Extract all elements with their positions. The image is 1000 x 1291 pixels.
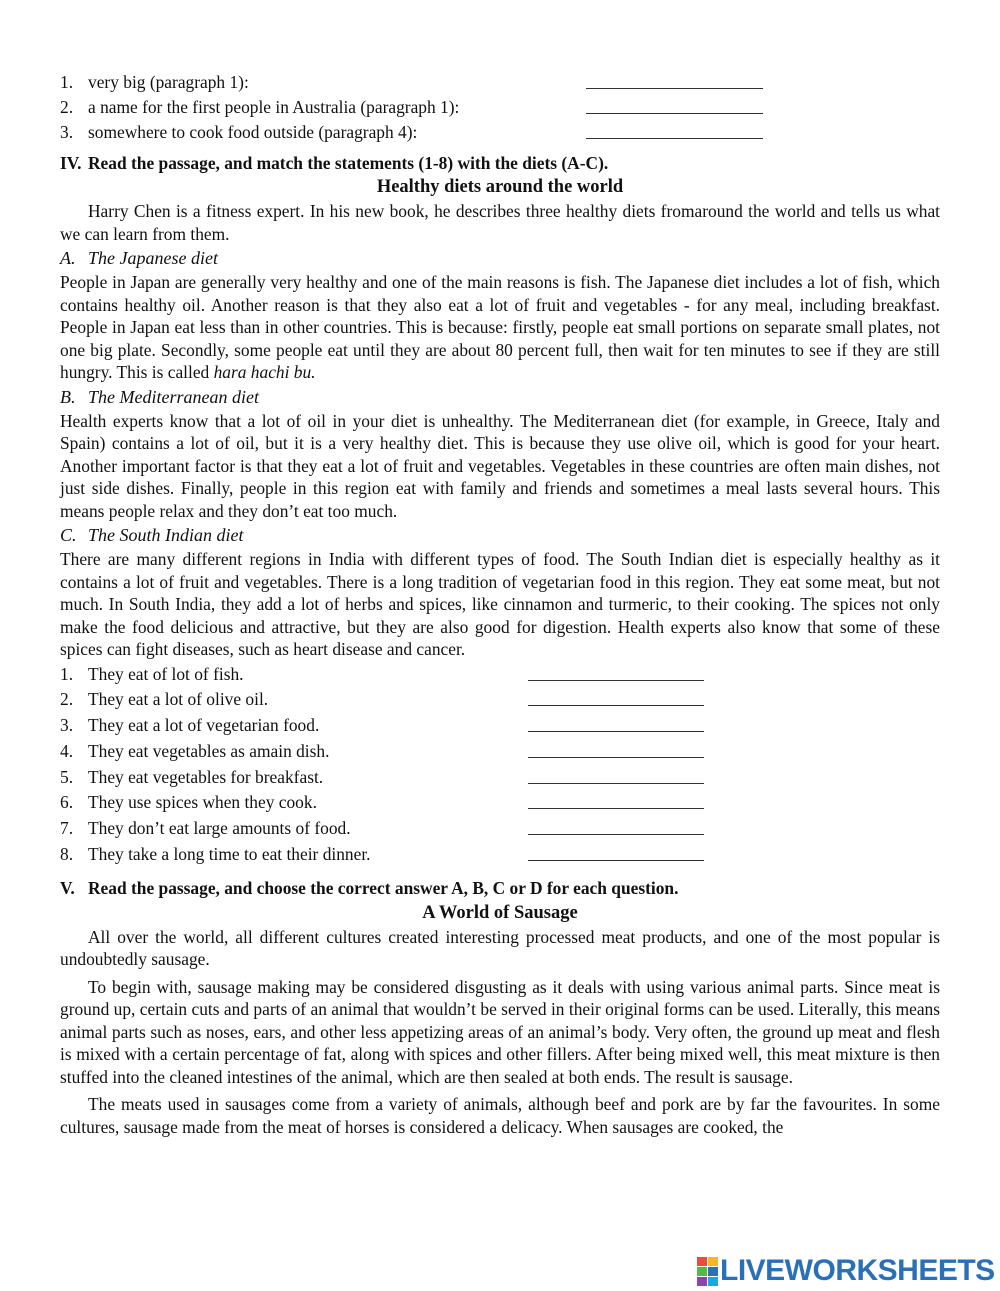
statement-text: They take a long time to eat their dinner.: [88, 844, 371, 865]
vocab-item: [60, 120, 940, 145]
section-v-heading: [60, 876, 940, 900]
vocab-number: 1.: [60, 72, 74, 92]
statement-text: They use spices when they cook.: [88, 792, 317, 813]
logo-text: LIVEWORKSHEETS: [720, 1254, 995, 1287]
statement-item: [60, 790, 940, 816]
answer-blank[interactable]: [586, 95, 763, 114]
vocab-text: very big (paragraph 1):: [88, 72, 249, 92]
vocab-item: [60, 95, 940, 120]
section-number: V.: [60, 877, 75, 898]
diet-paragraph-c: There are many different regions in India with different types of food. The South Indian diet is especially healthy as it contains a lot of fruit and vegetables. There is a long tradition of vegetarian food in this region. They eat some meat, but not much. In South India, they add a lot of herbs and spices, like cinnamon and turmeric, to their cooking. The spices not only make the food delicious and attractive, but they are also good for digestion. Health experts also know that some of these spices can fight diseases, such as heart disease and cancer.: [60, 549, 940, 659]
vocab-text: somewhere to cook food outside (paragraph 4):: [88, 122, 418, 142]
statement-list: [60, 662, 940, 868]
statement-text: They eat vegetables as amain dish.: [88, 740, 330, 761]
diet-italic-term: hara hachi bu.: [213, 362, 316, 382]
answer-blank[interactable]: [528, 842, 704, 861]
passage-paragraph: The meats used in sausages come from a variety of animals, although beef and pork are by far the favourites. In some cultures, sausage made from the meat of horses is considered a delicacy. When sausages are cooked, the: [60, 1094, 940, 1137]
statement-text: They don’t eat large amounts of food.: [88, 818, 351, 839]
section-iv-heading: [60, 151, 940, 175]
diet-text: People in Japan are generally very healthy and one of the main reasons is fish. The Japanese diet includes a lot of fish, which contains healthy oil. Another reason is that they also eat a lot of fruit and vegetables - for any meal, including breakfast. People in Japan eat less than in other countries. This is because: firstly, people eat small portions on separate small plates, not one big plate. Secondly, some people eat until they are about 80 percent full, then wait for ten minutes to see if they are still hungry. This is called: [60, 272, 940, 382]
statement-number: 1.: [60, 663, 74, 684]
vocab-number: 3.: [60, 122, 74, 142]
statement-item: [60, 739, 940, 765]
passage-title: Healthy diets around the world: [376, 177, 624, 197]
vocab-item: [60, 70, 940, 95]
statement-item: [60, 662, 940, 688]
diet-paragraph-a: [60, 271, 940, 384]
diet-letter: B.: [60, 386, 76, 407]
statement-text: They eat of lot of fish.: [88, 663, 244, 684]
statement-text: They eat a lot of vegetarian food.: [88, 715, 320, 736]
answer-blank[interactable]: [528, 662, 704, 681]
statement-number: 6.: [60, 792, 74, 813]
section-instruction: Read the passage, and match the statements (1-8) with the diets (A-C).: [88, 153, 609, 173]
statement-item: [60, 765, 940, 791]
statement-item: [60, 816, 940, 842]
answer-blank[interactable]: [586, 120, 763, 139]
vocab-text: a name for the first people in Australia (paragraph 1):: [88, 97, 460, 117]
statement-item: [60, 842, 940, 868]
diet-letter: C.: [60, 525, 77, 545]
diet-name: The Japanese diet: [88, 248, 218, 268]
vocab-list: [60, 70, 940, 145]
passage-paragraph: All over the world, all different cultures created interesting processed meat products, and one of the most popular is undoubtedly sausage.: [60, 926, 940, 970]
liveworksheets-logo: [697, 1256, 997, 1286]
diet-heading-c: [60, 522, 940, 548]
answer-blank[interactable]: [528, 687, 704, 706]
vocab-number: 2.: [60, 97, 74, 117]
logo-blocks-icon: [697, 1257, 718, 1286]
statement-number: 5.: [60, 766, 74, 787]
diet-letter: A.: [60, 248, 76, 268]
passage-intro: Harry Chen is a fitness expert. In his new book, he describes three healthy diets fromaround the world and tells us what we can learn from them.: [60, 201, 940, 244]
passage-title: A World of Sausage: [422, 902, 578, 923]
diet-paragraph-b: Health experts know that a lot of oil in your diet is unhealthy. The Mediterranean diet (for example, in Greece, Italy and Spain) contains a lot of oil, but it is a very healthy diet. This is because they use olive oil, which is good for your heart. Another important factor is that they eat a lot of fruit and vegetables. Vegetables in these countries are often main dishes, not just side dishes. Finally, people in this region eat with family and friends and sometimes a meal lasts several hours. This means people relax and they don’t eat too much.: [60, 410, 940, 521]
statement-text: They eat a lot of olive oil.: [88, 689, 269, 710]
statement-number: 3.: [60, 715, 74, 736]
statement-item: [60, 687, 940, 713]
statement-number: 7.: [60, 818, 74, 839]
answer-blank[interactable]: [586, 70, 763, 89]
diet-name: The Mediterranean diet: [88, 386, 259, 407]
worksheet-page: [60, 70, 940, 1138]
answer-blank[interactable]: [528, 765, 704, 784]
statement-number: 4.: [60, 740, 74, 761]
diet-heading-a: [60, 245, 940, 271]
statement-number: 8.: [60, 844, 74, 865]
answer-blank[interactable]: [528, 713, 704, 732]
section-number: IV.: [60, 153, 82, 173]
statement-item: [60, 713, 940, 739]
statement-number: 2.: [60, 689, 74, 710]
diet-name: The South Indian diet: [88, 525, 244, 545]
answer-blank[interactable]: [528, 816, 704, 835]
diet-heading-b: [60, 384, 940, 410]
answer-blank[interactable]: [528, 739, 704, 758]
section-instruction: Read the passage, and choose the correct answer A, B, C or D for each question.: [88, 877, 679, 898]
statement-text: They eat vegetables for breakfast.: [88, 766, 324, 787]
passage-paragraph: To begin with, sausage making may be considered disgusting as it deals with using various animal parts. Since meat is ground up, certain cuts and parts of an animal that wouldn’t be served in their original forms can be used. Literally, this means animal parts such as noses, ears, and other less appetizing areas of an animal’s body. Very often, the ground up meat and flesh is mixed with a certain percentage of fat, along with spices and other fillers. After being mixed well, this meat mixture is then stuffed into the cleaned intestines of the animal, which are then sealed at both ends. The result is sausage.: [60, 976, 940, 1087]
answer-blank[interactable]: [528, 790, 704, 809]
